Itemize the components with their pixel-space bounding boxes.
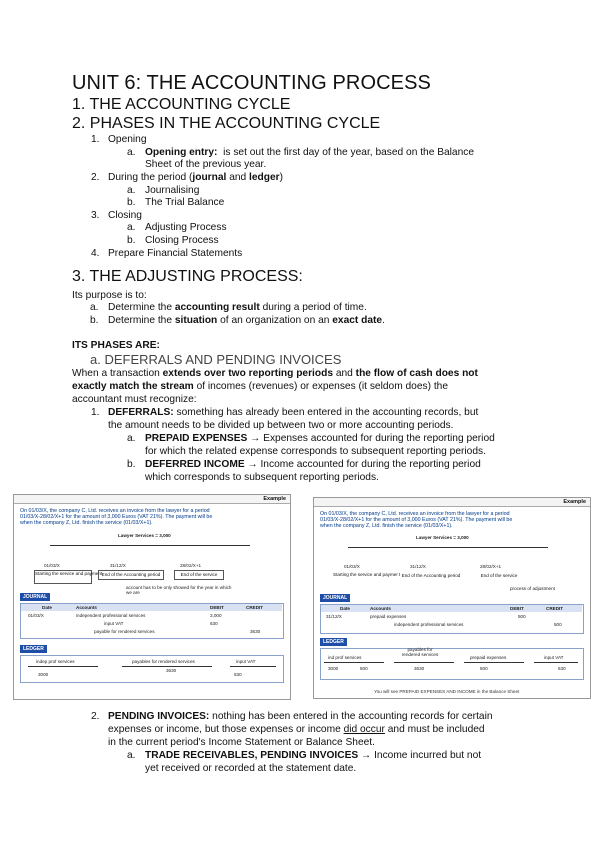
deferrals-line-2: the amount needs to be divided up between two or more accounting periods. bbox=[108, 420, 454, 431]
ledger-account: input VAT bbox=[236, 659, 256, 664]
purpose-a bbox=[108, 302, 367, 314]
item-letter: b. bbox=[127, 197, 136, 208]
prepaid-line-1 bbox=[145, 433, 495, 445]
accounting-result-term: accounting result bbox=[174, 302, 260, 313]
t-account-line bbox=[394, 662, 454, 663]
text: and bbox=[226, 172, 250, 183]
example-header: Example bbox=[14, 495, 290, 504]
section-adjusting: 3. THE ADJUSTING PROCESS: bbox=[72, 268, 303, 285]
deferrals-line-1 bbox=[108, 407, 478, 419]
item-letter: a. bbox=[127, 147, 136, 158]
pending-invoices-term: PENDING INVOICES: bbox=[108, 711, 210, 722]
deferred-income-line-1 bbox=[145, 459, 481, 471]
item-letter: b. bbox=[90, 315, 99, 326]
situation-term: situation bbox=[174, 315, 218, 326]
example-footer: You will see PREPAID EXPENSES AND INCOME in the Balance Sheet bbox=[374, 689, 520, 694]
ledger-value: 3000 bbox=[328, 666, 339, 671]
phase-closing: Closing bbox=[108, 210, 142, 221]
journal-col-debit: DEBIT bbox=[510, 606, 524, 611]
item-letter: a. bbox=[127, 222, 136, 233]
timeline-box: Starting the service and payment bbox=[34, 570, 92, 584]
ledger-value: 500 bbox=[360, 666, 368, 671]
journal-cell: 500 bbox=[554, 622, 562, 627]
opening-entry-text-2: Sheet of the previous year. bbox=[145, 159, 267, 170]
text: Determine the bbox=[108, 302, 175, 313]
example-image-left bbox=[13, 494, 291, 700]
phase-financial-statements: Prepare Financial Statements bbox=[108, 248, 243, 259]
t-account-line bbox=[28, 666, 98, 667]
text: When a transaction bbox=[72, 368, 163, 379]
timeline-date: 01/03/X bbox=[344, 564, 360, 569]
ledger-value: 3000 bbox=[38, 672, 49, 677]
timeline-box: Starting the service and payment bbox=[332, 571, 390, 585]
t-account-line bbox=[122, 666, 212, 667]
pending-line-3: in the current period's Income Statement or Balance Sheet. bbox=[108, 737, 375, 748]
text: → Expenses accounted for during the reporting period bbox=[247, 433, 495, 444]
item-letter: a. bbox=[90, 302, 99, 313]
journal-cell: prepaid expenses bbox=[370, 614, 407, 619]
example-image-right bbox=[313, 497, 591, 699]
example-text: 01/03/X-28/02/X+1 for the amount of 3,000 Euros (VAT 21%). The payment will be bbox=[20, 514, 213, 520]
t-account-line bbox=[324, 662, 384, 663]
trade-receivables-term: TRADE RECEIVABLES, PENDING INVOICES bbox=[145, 750, 359, 761]
text: ) bbox=[279, 172, 284, 183]
timeline-box: End of the Accounting period bbox=[98, 570, 164, 580]
example-note: account has to be only showed for the year in which we are bbox=[126, 585, 232, 596]
item-trial-balance: The Trial Balance bbox=[145, 197, 225, 208]
journal-col-credit: CREDIT bbox=[246, 605, 264, 610]
phase-number: 2. bbox=[91, 172, 100, 183]
pending-line-2 bbox=[108, 724, 485, 736]
purpose-intro: Its purpose is to: bbox=[72, 290, 147, 301]
text: and must be included bbox=[384, 724, 485, 735]
ledger-account: indep prof services bbox=[36, 659, 75, 664]
ledger-table bbox=[320, 648, 584, 680]
journal-cell: independent professional services bbox=[76, 613, 146, 618]
timeline-date: 31/12/X bbox=[110, 563, 126, 568]
ledger-term: ledger bbox=[249, 172, 280, 183]
journal-cell: 01/03/X bbox=[28, 613, 44, 618]
deferrals-term: DEFERRALS: bbox=[108, 407, 174, 418]
para-line-2 bbox=[72, 381, 448, 393]
journal-tag: JOURNAL bbox=[320, 594, 350, 602]
trade-receivables-line-1 bbox=[145, 750, 481, 762]
pending-line-1 bbox=[108, 711, 493, 723]
text: Determine the bbox=[108, 315, 175, 326]
section-phases: 2. PHASES IN THE ACCOUNTING CYCLE bbox=[72, 115, 381, 132]
item-letter: b. bbox=[127, 459, 136, 470]
purpose-b bbox=[108, 315, 385, 327]
timeline bbox=[348, 547, 548, 548]
journal-cell: 630 bbox=[210, 621, 218, 626]
example-text: 01/03/X-28/02/X+1 for the amount of 3,000 Euros (VAT 21%). The payment will be bbox=[320, 517, 513, 523]
timeline-date: 01/03/X bbox=[44, 563, 60, 568]
t-account-line bbox=[464, 662, 524, 663]
journal-tag: JOURNAL bbox=[20, 593, 50, 601]
text: . bbox=[382, 315, 385, 326]
timeline bbox=[50, 545, 250, 546]
ledger-value: 500 bbox=[480, 666, 488, 671]
timeline-date: 28/02/X+1 bbox=[480, 564, 502, 569]
bold-phrase: extends over two reporting periods bbox=[162, 368, 333, 379]
list-number: 2. bbox=[91, 711, 100, 722]
journal-header-row bbox=[321, 605, 582, 612]
bold-phrase: the flow of cash does not bbox=[355, 368, 478, 379]
example-text: when the company Z, Ltd. finish the service (01/03/X+1). bbox=[20, 520, 153, 526]
text: of incomes (revenues) or expenses (it seldom does) the bbox=[193, 381, 448, 392]
item-letter: b. bbox=[127, 235, 136, 246]
example-note: process of adjustment bbox=[510, 586, 555, 591]
ledger-account: input VAT bbox=[544, 655, 564, 660]
item-letter: a. bbox=[127, 750, 136, 761]
text: and bbox=[333, 368, 356, 379]
opening-entry-line bbox=[145, 147, 474, 159]
text: something has already been entered in the accounting records, but bbox=[173, 407, 479, 418]
service-label: Lawyer Services = 3,000 bbox=[118, 533, 171, 538]
ledger-tag: LEDGER bbox=[20, 645, 47, 653]
journal-col-accounts: Accounts bbox=[370, 606, 391, 611]
deferred-income-term: DEFERRED INCOME bbox=[145, 459, 245, 470]
ledger-value: 630 bbox=[234, 672, 242, 677]
text: During the period ( bbox=[108, 172, 193, 183]
text: nothing has been entered in the accounting records for certain bbox=[209, 711, 493, 722]
journal-cell: independent professional services bbox=[394, 622, 464, 627]
journal-header-row bbox=[21, 604, 282, 611]
ledger-account: ind prof services bbox=[328, 655, 362, 660]
item-letter: a. bbox=[127, 185, 136, 196]
prepaid-expenses-term: PREPAID EXPENSES bbox=[145, 433, 248, 444]
example-text: On 01/03/X, the company C, Ltd. receives an invoice from the lawyer for a period bbox=[20, 508, 210, 514]
ledger-value: 3630 bbox=[414, 666, 425, 671]
list-number: 1. bbox=[91, 407, 100, 418]
journal-term: journal bbox=[192, 172, 227, 183]
timeline-box: End of the service bbox=[474, 571, 524, 581]
item-adjusting: Adjusting Process bbox=[145, 222, 227, 233]
ledger-account: prepaid expenses bbox=[470, 655, 507, 660]
example-text: when the company Z, Ltd. finish the service (01/03/X+1). bbox=[320, 523, 453, 529]
text: → Income incurred but not bbox=[358, 750, 482, 761]
text: → Income accounted for during the reporting period bbox=[244, 459, 481, 470]
subsection-deferrals: a. DEFERRALS AND PENDING INVOICES bbox=[90, 352, 342, 367]
journal-cell: 3630 bbox=[250, 629, 261, 634]
service-label: Lawyer Services = 3,000 bbox=[416, 535, 469, 540]
ledger-account: payables for rendered services bbox=[132, 659, 195, 664]
journal-cell: 500 bbox=[518, 614, 526, 619]
phase-during-period bbox=[108, 172, 283, 184]
timeline-box: End of the Accounting period bbox=[398, 571, 464, 581]
opening-entry-term: Opening entry: bbox=[145, 147, 218, 158]
ledger-value: 3630 bbox=[166, 668, 177, 673]
phase-number: 4. bbox=[91, 248, 100, 259]
example-header: Example bbox=[314, 498, 590, 507]
journal-cell: 31/12/X bbox=[326, 614, 342, 619]
phase-number: 3. bbox=[91, 210, 100, 221]
timeline-box: End of the service bbox=[174, 570, 224, 580]
timeline-date: 31/12/X bbox=[410, 564, 426, 569]
journal-col-date: Date bbox=[42, 605, 52, 610]
prepaid-line-2: for which the related expense corresponds to subsequent reporting periods. bbox=[145, 446, 486, 457]
deferred-income-line-2: which corresponds to subsequent reporting periods. bbox=[145, 472, 379, 483]
exact-date-term: exact date bbox=[332, 315, 383, 326]
did-occur-underlined: did occur bbox=[343, 724, 385, 735]
text: expenses or income, but those expenses or income bbox=[108, 724, 344, 735]
phase-opening: Opening bbox=[108, 134, 147, 145]
text: of an organization on an bbox=[217, 315, 333, 326]
item-journalising: Journalising bbox=[145, 185, 200, 196]
t-account-line bbox=[230, 666, 276, 667]
item-letter: a. bbox=[127, 433, 136, 444]
ledger-value: 630 bbox=[558, 666, 566, 671]
journal-cell: 3,000 bbox=[210, 613, 222, 618]
ledger-tag: LEDGER bbox=[320, 638, 347, 646]
journal-cell: payable for rendered services bbox=[94, 629, 155, 634]
journal-col-date: Date bbox=[340, 606, 350, 611]
its-phases-heading: ITS PHASES ARE: bbox=[72, 340, 160, 351]
journal-col-accounts: Accounts bbox=[76, 605, 97, 610]
ledger-account: payables for rendered services bbox=[401, 647, 439, 658]
section-accounting-cycle: 1. THE ACCOUNTING CYCLE bbox=[72, 96, 291, 113]
opening-entry-text: is set out the first day of the year, based on the Balance bbox=[223, 147, 475, 158]
t-account-line bbox=[534, 662, 578, 663]
para-line-1 bbox=[72, 368, 478, 380]
text: during a period of time. bbox=[259, 302, 367, 313]
phase-number: 1. bbox=[91, 134, 100, 145]
journal-col-credit: CREDIT bbox=[546, 606, 564, 611]
journal-col-debit: DEBIT bbox=[210, 605, 224, 610]
page-title: UNIT 6: THE ACCOUNTING PROCESS bbox=[72, 72, 431, 94]
example-text: On 01/03/X, the company C, Ltd. receives an invoice from the lawyer for a period bbox=[320, 511, 510, 517]
item-closing: Closing Process bbox=[145, 235, 219, 246]
timeline-date: 28/02/X+1 bbox=[180, 563, 202, 568]
bold-phrase: exactly match the stream bbox=[72, 381, 194, 392]
para-line-3: accountant must recognize: bbox=[72, 394, 197, 405]
trade-receivables-line-2: yet received or recorded at the statement date. bbox=[145, 763, 357, 774]
journal-cell: input VAT bbox=[104, 621, 124, 626]
